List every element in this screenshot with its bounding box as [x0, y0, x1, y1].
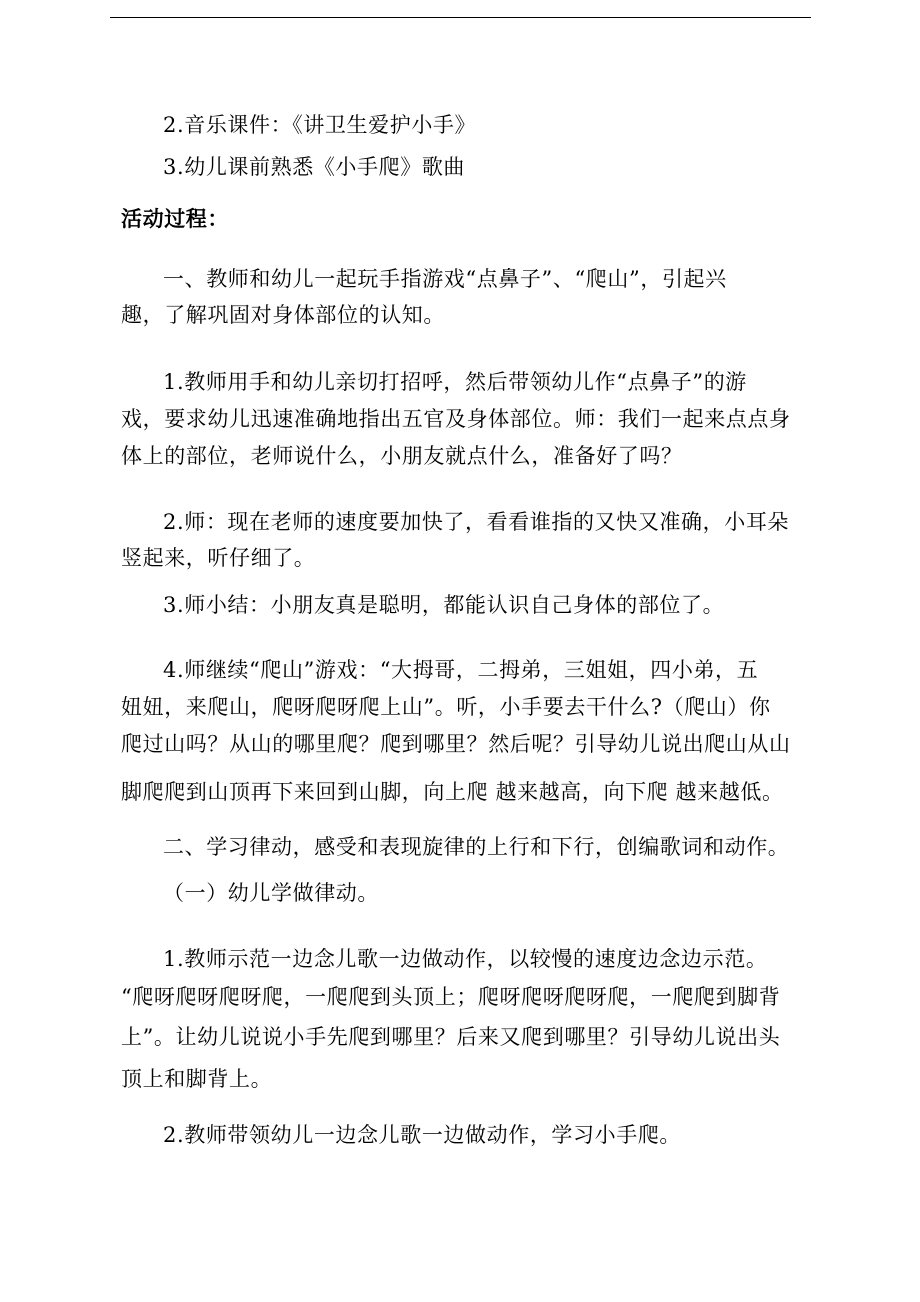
paragraph-line: 4.师继续“爬山”游戏：“大拇哥，二拇弟，三姐姐，四小弟，五: [163, 658, 759, 682]
paragraph-line: 戏，要求幼儿迅速准确地指出五官及身体部位。师：我们一起来点点身: [121, 407, 791, 431]
prep-item-2: 2.音乐课件：《讲卫生爱护小手》: [163, 113, 477, 137]
header-rule: [110, 17, 811, 18]
prep-item-3: 3.幼儿课前熟悉《小手爬》歌曲: [163, 155, 466, 179]
paragraph-line: 上”。让幼儿说说小手先爬到哪里？后来又爬到哪里？引导幼儿说出头: [121, 1025, 781, 1049]
paragraph-line: 爬过山吗？从山的哪里爬？爬到哪里？然后呢？引导幼儿说出爬山从山: [121, 732, 791, 756]
paragraph-line: 竖起来，听仔细了。: [121, 546, 316, 570]
paragraph-line: 一、教师和幼儿一起玩手指游戏“点鼻子”、“爬山”，引起兴: [163, 267, 727, 291]
paragraph-line: 体上的部位，老师说什么，小朋友就点什么，准备好了吗？: [121, 444, 683, 468]
paragraph-line: 趣，了解巩固对身体部位的认知。: [121, 303, 445, 327]
paragraph-line: （一）幼儿学做律动。: [163, 881, 379, 905]
paragraph-line: 1.教师用手和幼儿亲切打招呼，然后带领幼儿作“点鼻子”的游: [163, 370, 747, 394]
paragraph-line: 脚爬爬到山顶再下来回到山脚，向上爬 越来越高，向下爬 越来越低。: [121, 780, 784, 804]
paragraph-line: 顶上和脚背上。: [121, 1067, 273, 1091]
paragraph-line: 妞妞，来爬山，爬呀爬呀爬上山”。听，小手要去干什么?（爬山）你: [121, 695, 771, 719]
paragraph-line: 3.师小结：小朋友真是聪明，都能认识自己身体的部位了。: [163, 593, 725, 617]
section-heading: 活动过程：: [121, 207, 229, 231]
paragraph-line: 2.教师带领幼儿一边念儿歌一边做动作，学习小手爬。: [163, 1123, 682, 1147]
paragraph-line: “爬呀爬呀爬呀爬，一爬爬到头顶上；爬呀爬呀爬呀爬，一爬爬到脚背: [121, 985, 781, 1009]
paragraph-line: 1.教师示范一边念儿歌一边做动作，以较慢的速度边念边示范。: [163, 947, 768, 971]
paragraph-line: 二、学习律动，感受和表现旋律的上行和下行，创编歌词和动作。: [163, 835, 790, 859]
paragraph-line: 2.师：现在老师的速度要加快了，看看谁指的又快又准确，小耳朵: [163, 510, 790, 534]
